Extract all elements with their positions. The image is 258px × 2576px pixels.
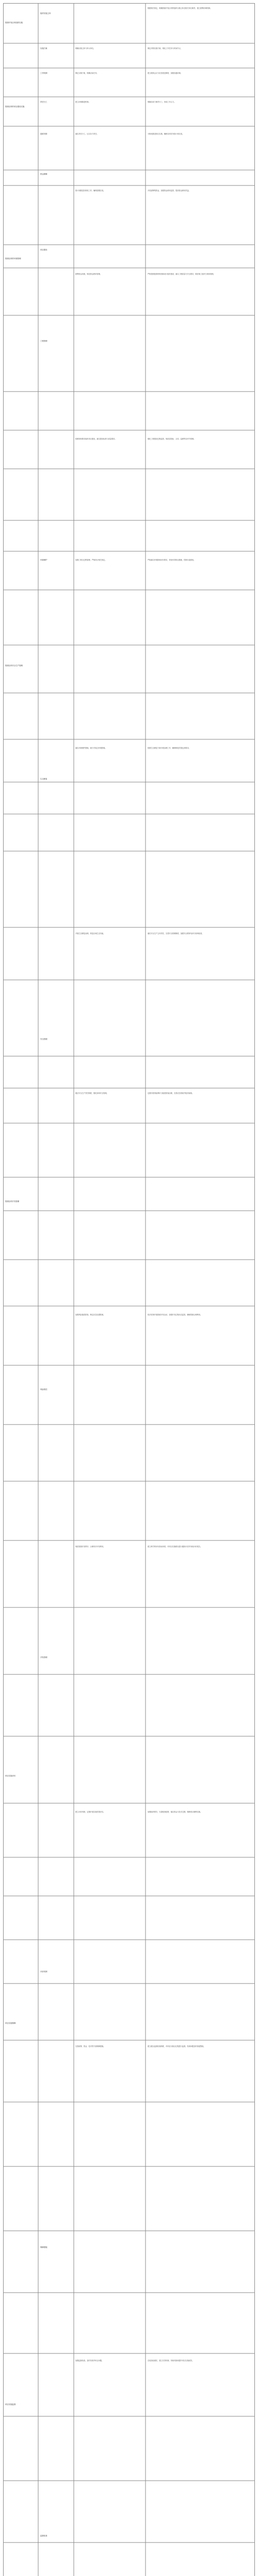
section-key-6: 项目实施评价 <box>5 1775 16 1777</box>
section-key-2: 资源区块的项目建设实施 <box>5 106 25 108</box>
section-key-1: 资源开发区块组织实施 <box>5 22 23 24</box>
col3-para-5: 按计划推进各阶段工作，确保按期完成。 <box>75 190 105 192</box>
col3-para-6: 统筹资金来源，规范资金使用管理。 <box>75 273 102 275</box>
col3-para-8: 加强工程全过程管理，严格执行相关规定。 <box>75 559 107 561</box>
col4-para-4: 明确各部门职责分工，形成工作合力。 <box>148 101 176 103</box>
subkey-6: 资金保障 <box>40 173 47 175</box>
subkey-10: 生态修复 <box>40 778 47 780</box>
subkey-13: 开发管理 <box>40 1656 47 1658</box>
col3-para-2: 制定实施方案，明确目标任务。 <box>75 72 99 74</box>
subkey-8: 工程管理 <box>40 340 47 342</box>
subkey-2: 实施方案 <box>40 47 47 49</box>
col4-para-10: 按照生态修复方案开展治理工作，确保修复效果达到要求。 <box>148 747 190 749</box>
section-key-4: 资源区块安全生产管理 <box>5 665 23 667</box>
col3-para-15: 完善政策、资金、技术等方面保障措施。 <box>75 2045 105 2047</box>
col3-para-9: 落实环境保护措施，减少对周边环境影响。 <box>75 747 107 749</box>
col4-para-1: 根据相关规定，明确资源开发区块的组织实施主体及相关单位职责，建立统筹协调机制。 <box>148 7 212 9</box>
col3-para-16: 加强监督检查，及时发现并纠正问题。 <box>75 2360 104 2362</box>
subkey-4: 责任分工 <box>40 101 47 103</box>
subkey-11: 安全管理 <box>40 1038 47 1040</box>
subkey-7: 项目建设 <box>40 249 47 251</box>
section-key-5: 资源区块开发管理 <box>5 1200 20 1202</box>
col4-para-3: 建立联席会议与信息报送制度，加强沟通协调。 <box>148 72 182 74</box>
col4-para-9: 严格落实环境影响评价要求，采取有效防治措施，控制污染排放。 <box>148 559 196 561</box>
col3-para-12: 加强风险隐患排查，制定应急处置预案。 <box>75 1314 105 1316</box>
col4-para-7: 严格按照批准的规划和设计组织建设，落实工程质量与安全要求，做好施工组织与现场管理。 <box>148 273 215 275</box>
subkey-9: 环境保护 <box>40 559 47 561</box>
col3-para-14: 建立评价机制，定期开展实施效果评估。 <box>75 1811 105 1813</box>
col4-para-14: 建立科学的评价指标体系，对项目实施情况进行跟踪评估并形成评价报告。 <box>148 1546 202 1548</box>
subkey-5: 进度安排 <box>40 133 47 135</box>
subkey-1: 组织实施主体 <box>40 12 51 14</box>
subkey-12: 风险防控 <box>40 1388 47 1391</box>
section-key-3: 资源区块的环境管理 <box>5 258 21 260</box>
col3-para-1: 明确实施主体与牵头单位。 <box>75 47 95 49</box>
subkey-16: 监督检查 <box>40 2535 47 2537</box>
subkey-3: 工作机制 <box>40 72 47 74</box>
col4-para-11: 落实安全生产主体责任，完善安全管理制度，加强安全教育培训与现场检查。 <box>148 933 204 935</box>
col4-para-2: 制定详细实施方案，细化工作任务与时间节点。 <box>148 47 182 49</box>
col4-para-13: 依法依规开展资源开发活动，加强开发过程动态监管，确保资源合理利用。 <box>148 1314 202 1316</box>
col4-para-12: 定期开展风险辨识与隐患排查治理，完善应急预案并组织演练。 <box>148 1092 194 1094</box>
col3-para-11: 健全安全生产责任制度，强化现场安全管理。 <box>75 1092 108 1094</box>
col3-para-3: 建立协调推进机制。 <box>75 101 90 103</box>
col4-para-6: 多渠道筹集资金，加强资金使用监管，提高资金使用效益。 <box>148 190 190 192</box>
section-key-7: 项目实施保障 <box>5 2022 16 2024</box>
subkey-14: 评价机制 <box>40 1971 47 1973</box>
col4-para-15: 加强组织领导，完善配套政策，落实资金与技术支撑，保障项目顺利实施。 <box>148 1811 202 1813</box>
section-key-8: 项目实施监督 <box>5 2403 16 2405</box>
col3-para-4: 落实责任分工，压实各方责任。 <box>75 133 99 135</box>
col4-para-8: 强化工程建设过程监管，规范招投标、合同、监理等各环节管理。 <box>148 438 196 440</box>
col4-para-16: 建立健全监督检查制度，对项目实施全过程进行监督，发现问题及时督促整改。 <box>148 2045 205 2047</box>
col4-para-17: 总结经验做法，建立长效机制，持续巩固和提升项目实施成效。 <box>148 2360 194 2362</box>
col3-para-7: 按照规划要求组织项目建设，落实建设标准与质量要求。 <box>75 438 117 440</box>
col3-para-10: 开展生态修复治理，恢复区域生态功能。 <box>75 933 105 935</box>
col3-para-13: 规范资源开发秩序，合理有序开发利用。 <box>75 1546 105 1548</box>
subkey-15: 保障措施 <box>40 2246 47 2248</box>
col4-para-5: 分阶段推进项目实施，确保各项任务按计划完成。 <box>148 133 184 135</box>
